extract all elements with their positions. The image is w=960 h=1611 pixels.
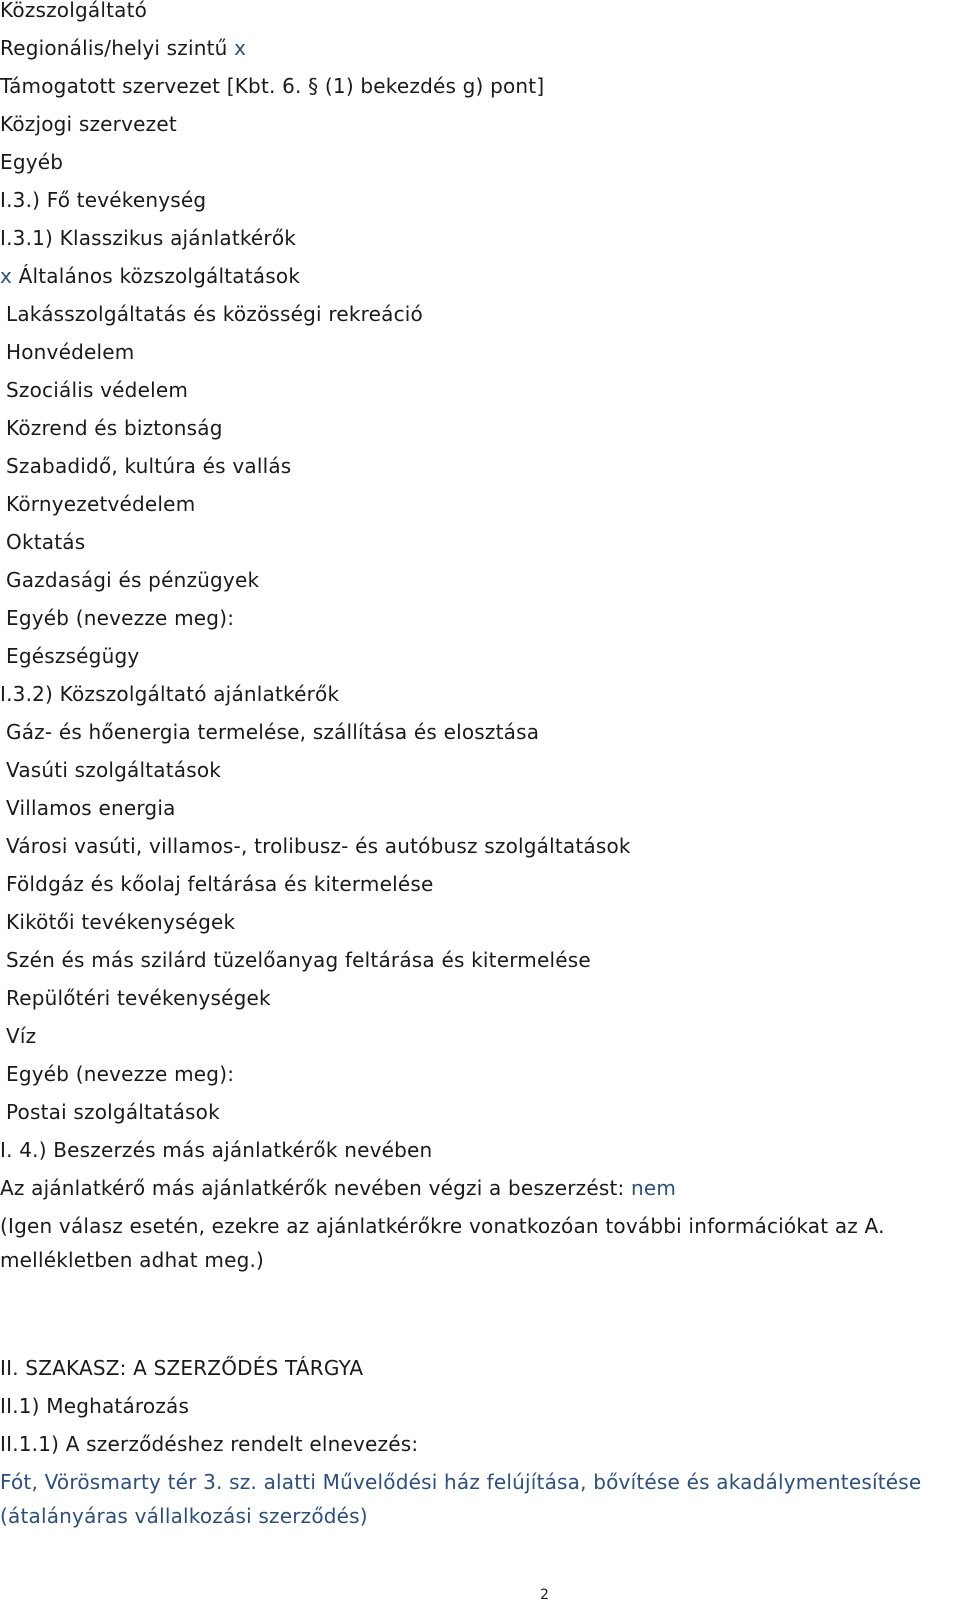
utility-item: Földgáz és kőolaj feltárása és kitermelése bbox=[6, 872, 434, 896]
section-heading-i31: I.3.1) Klasszikus ajánlatkérők bbox=[0, 226, 297, 250]
joint-procurement-note-line1: (Igen válasz esetén, ezekre az ajánlatkérőkre vonatkozóan további információkat az A. bbox=[0, 1214, 885, 1238]
section-heading-i32: I.3.2) Közszolgáltató ajánlatkérők bbox=[0, 682, 340, 706]
joint-procurement-note-line2: mellékletben adhat meg.) bbox=[0, 1248, 265, 1272]
classic-item: Közrend és biztonság bbox=[6, 416, 223, 440]
page-number: 2 bbox=[540, 1587, 549, 1603]
classic-item: Gazdasági és pénzügyek bbox=[6, 568, 260, 592]
classic-item: Környezetvédelem bbox=[6, 492, 196, 516]
org-type-label: Közszolgáltató bbox=[0, 0, 148, 22]
org-type-label: Regionális/helyi szintű bbox=[0, 36, 228, 60]
utility-item: Víz bbox=[6, 1024, 37, 1048]
contract-name-label: II.1.1) A szerződéshez rendelt elnevezés: bbox=[0, 1432, 419, 1456]
question-answer: nem bbox=[631, 1176, 677, 1200]
section-heading-ii: II. SZAKASZ: A SZERZŐDÉS TÁRGYA bbox=[0, 1356, 364, 1380]
classic-item: Oktatás bbox=[6, 530, 86, 554]
utility-item: Vasúti szolgáltatások bbox=[6, 758, 222, 782]
org-type-tamogatott bbox=[0, 72, 544, 100]
org-type-kozszolgaltato bbox=[0, 0, 147, 24]
classic-item bbox=[0, 262, 300, 290]
utility-item: Szén és más szilárd tüzelőanyag feltárása és kitermelése bbox=[6, 948, 591, 972]
classic-item-label: Általános közszolgáltatások bbox=[18, 264, 301, 288]
contract-name-value-line1: Fót, Vörösmarty tér 3. sz. alatti Művelődési ház felújítása, bővítése és akadálymentesítése bbox=[0, 1470, 922, 1494]
utility-item: Postai szolgáltatások bbox=[6, 1100, 220, 1124]
utility-item: Egyéb (nevezze meg): bbox=[6, 1062, 235, 1086]
org-type-label: Egyéb bbox=[0, 150, 64, 174]
classic-item: Lakásszolgáltatás és közösségi rekreáció bbox=[6, 302, 423, 326]
classic-item: Honvédelem bbox=[6, 340, 135, 364]
section-heading-ii1: II.1) Meghatározás bbox=[0, 1394, 190, 1418]
utility-item: Repülőtéri tevékenységek bbox=[6, 986, 271, 1010]
utility-item: Gáz- és hőenergia termelése, szállítása és elosztása bbox=[6, 720, 540, 744]
section-heading-i3: I.3.) Fő tevékenység bbox=[0, 188, 207, 212]
question-label: Az ajánlatkérő más ajánlatkérők nevében végzi a beszerzést: bbox=[0, 1176, 625, 1200]
selected-mark: x bbox=[234, 36, 247, 60]
classic-item: Egészségügy bbox=[6, 644, 140, 668]
joint-procurement-question bbox=[0, 1174, 676, 1202]
classic-item: Egyéb (nevezze meg): bbox=[6, 606, 235, 630]
org-type-label: Közjogi szervezet bbox=[0, 112, 177, 136]
selected-mark: x bbox=[0, 264, 13, 288]
utility-item: Villamos energia bbox=[6, 796, 176, 820]
section-heading-i4: I. 4.) Beszerzés más ajánlatkérők nevében bbox=[0, 1138, 433, 1162]
org-type-label: Támogatott szervezet [Kbt. 6. § (1) bekezdés g) pont] bbox=[0, 74, 545, 98]
contract-name-value-line2: (átalányáras vállalkozási szerződés) bbox=[0, 1504, 368, 1528]
utility-item: Városi vasúti, villamos-, trolibusz- és autóbusz szolgáltatások bbox=[6, 834, 631, 858]
utility-item: Kikötői tevékenységek bbox=[6, 910, 236, 934]
classic-item: Szabadidő, kultúra és vallás bbox=[6, 454, 292, 478]
classic-item: Szociális védelem bbox=[6, 378, 189, 402]
org-type-egyeb bbox=[0, 148, 63, 176]
org-type-kozjogi bbox=[0, 110, 177, 138]
org-type-regionalis bbox=[0, 34, 246, 62]
